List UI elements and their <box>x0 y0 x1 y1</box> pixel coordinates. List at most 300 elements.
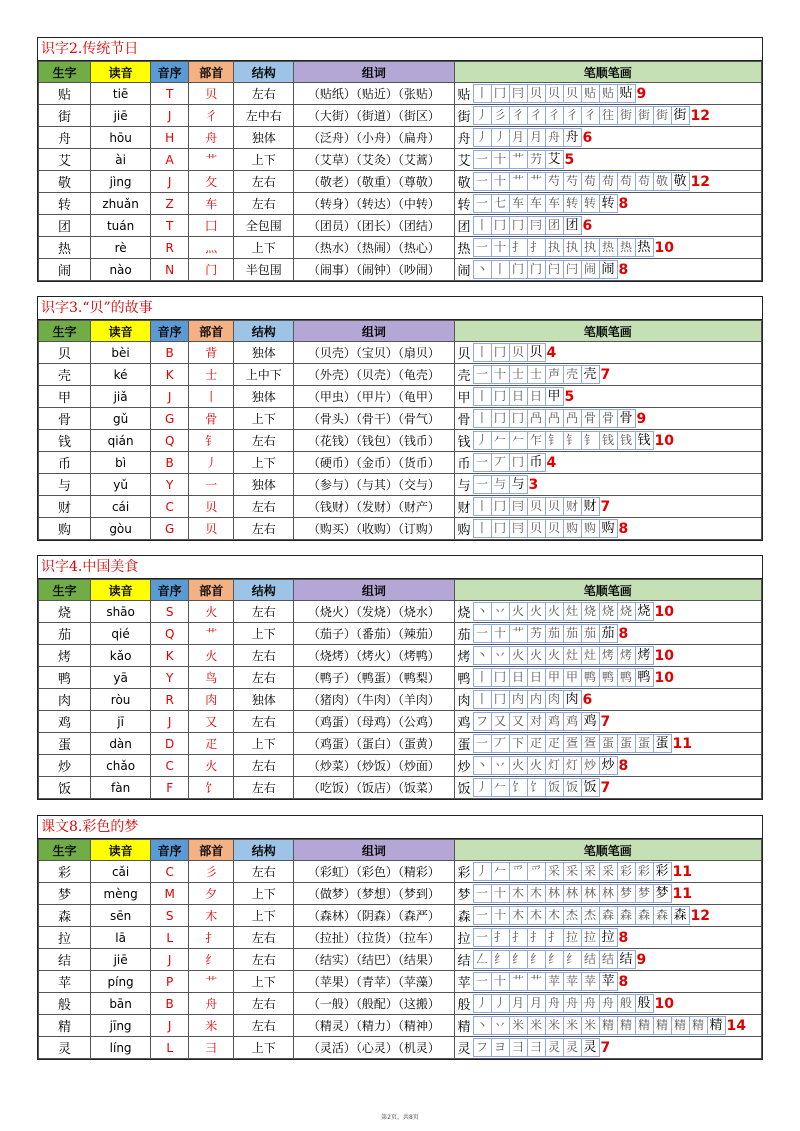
stroke-step: 苹 <box>545 972 564 991</box>
stroke-step: 贝 <box>509 343 528 362</box>
stroke-step: 冃 <box>509 497 528 516</box>
pinyin-cell: rè <box>91 237 151 259</box>
stroke-step: ヨ <box>491 1038 510 1057</box>
stroke-step: 街 <box>635 106 654 125</box>
stroke-step: 骨 <box>581 409 600 428</box>
stroke-step: 精 <box>617 1016 636 1035</box>
index-cell: G <box>151 408 189 430</box>
stroke-step: 灵 <box>563 1038 582 1057</box>
stroke-step: 贝 <box>545 84 564 103</box>
stroke-step: 苹 <box>599 972 618 991</box>
index-cell: A <box>151 149 189 171</box>
stroke-count: 9 <box>636 85 647 102</box>
stroke-step: 月 <box>509 994 528 1013</box>
stroke-count: 12 <box>690 907 711 924</box>
table-row <box>39 777 762 799</box>
stroke-step: 丨 <box>473 690 492 709</box>
stroke-step: 纟 <box>545 950 564 969</box>
stroke-order-cell <box>454 127 761 149</box>
pinyin-cell: lā <box>91 927 151 949</box>
stroke-char: 蛋 <box>457 738 471 753</box>
index-cell: J <box>151 171 189 193</box>
stroke-order-cell <box>454 993 761 1015</box>
structure-cell: 左右 <box>234 755 294 777</box>
header-radical: 部首 <box>189 580 234 601</box>
stroke-step: 烧 <box>617 602 636 621</box>
stroke-char: 烧 <box>457 606 471 621</box>
stroke-step: 十 <box>491 150 510 169</box>
pinyin-cell: hōu <box>91 127 151 149</box>
stroke-step: 一 <box>473 238 492 257</box>
words-cell: （泛舟）（小舟）（扁舟） <box>294 127 454 149</box>
stroke-step: 饭 <box>545 778 564 797</box>
stroke-step: 梦 <box>635 884 654 903</box>
stroke-step: 丶 <box>473 1016 492 1035</box>
stroke-step: 灶 <box>563 646 582 665</box>
header-char: 生字 <box>39 840 91 861</box>
char-cell: 烧 <box>39 601 91 623</box>
table-row <box>39 452 762 474</box>
stroke-step: 冂 <box>491 668 510 687</box>
stroke-step: 灶 <box>563 602 582 621</box>
stroke-count: 10 <box>654 647 675 664</box>
char-cell: 敬 <box>39 171 91 193</box>
stroke-step: 火 <box>527 602 546 621</box>
pinyin-cell: píng <box>91 971 151 993</box>
index-cell: C <box>151 496 189 518</box>
lesson-section <box>37 815 763 1060</box>
stroke-step: 艾 <box>545 150 564 169</box>
stroke-step: 精 <box>635 1016 654 1035</box>
stroke-step: 冂 <box>491 519 510 538</box>
stroke-step: 林 <box>599 884 618 903</box>
stroke-step: 一 <box>473 172 492 191</box>
pinyin-cell: jī <box>91 711 151 733</box>
stroke-step: 月 <box>509 128 528 147</box>
stroke-char: 敬 <box>457 176 471 191</box>
stroke-step: 敬 <box>671 172 690 191</box>
stroke-step: 丿 <box>473 862 492 881</box>
radical-cell: 丿 <box>189 452 234 474</box>
stroke-step: 芍 <box>563 172 582 191</box>
stroke-step: 团 <box>563 216 582 235</box>
stroke-char: 肉 <box>457 694 471 709</box>
stroke-step: 蛋 <box>635 734 654 753</box>
index-cell: H <box>151 127 189 149</box>
stroke-char: 彩 <box>457 866 471 881</box>
stroke-step: 十 <box>491 365 510 384</box>
pinyin-cell: cái <box>91 496 151 518</box>
stroke-count: 8 <box>618 757 629 774</box>
words-cell: （贴纸）（贴近）（张贴） <box>294 83 454 105</box>
words-cell: （购买）（收购）（订购） <box>294 518 454 540</box>
stroke-count: 9 <box>636 951 647 968</box>
words-cell: （转身）（转达）（中转） <box>294 193 454 215</box>
index-cell: R <box>151 689 189 711</box>
stroke-step: 热 <box>635 238 654 257</box>
stroke-step: 一 <box>473 972 492 991</box>
stroke-step: 舟 <box>599 994 618 1013</box>
stroke-step: 彳 <box>545 106 564 125</box>
radical-cell: 火 <box>189 601 234 623</box>
stroke-step: 财 <box>563 497 582 516</box>
stroke-step: 梦 <box>617 884 636 903</box>
char-table <box>38 839 762 1059</box>
pinyin-cell: gǔ <box>91 408 151 430</box>
stroke-step: 丿 <box>491 128 510 147</box>
radical-cell: 舟 <box>189 127 234 149</box>
stroke-step: 林 <box>563 884 582 903</box>
header-row <box>39 62 762 83</box>
index-cell: T <box>151 83 189 105</box>
char-cell: 结 <box>39 949 91 971</box>
stroke-step: 火 <box>527 646 546 665</box>
radical-cell: 贝 <box>189 496 234 518</box>
stroke-order-cell <box>454 237 761 259</box>
stroke-step: 贝 <box>545 519 564 538</box>
stroke-step: 冂 <box>491 497 510 516</box>
stroke-order-cell <box>454 430 761 452</box>
stroke-step: 丨 <box>473 343 492 362</box>
words-cell: （贝壳）（宝贝）（扇贝） <box>294 342 454 364</box>
stroke-char: 街 <box>457 110 471 125</box>
stroke-step: 鸭 <box>635 668 654 687</box>
stroke-count: 4 <box>546 344 557 361</box>
table-row <box>39 861 762 883</box>
stroke-step: 灵 <box>545 1038 564 1057</box>
stroke-step: 对 <box>527 712 546 731</box>
pinyin-cell: jiǎ <box>91 386 151 408</box>
stroke-step: 贴 <box>617 84 636 103</box>
stroke-step: 拉 <box>563 928 582 947</box>
stroke-step: 𠂉 <box>491 431 510 450</box>
stroke-step: 钅 <box>545 431 564 450</box>
stroke-step: 热 <box>617 238 636 257</box>
stroke-step: 纟 <box>527 950 546 969</box>
stroke-count: 10 <box>654 239 675 256</box>
stroke-step: 转 <box>581 194 600 213</box>
stroke-step: 火 <box>545 602 564 621</box>
stroke-step: 鸭 <box>599 668 618 687</box>
stroke-step: 闩 <box>545 260 564 279</box>
stroke-char: 拉 <box>457 932 471 947</box>
stroke-step: 与 <box>491 475 510 494</box>
stroke-char: 贴 <box>457 88 471 103</box>
stroke-char: 壳 <box>457 369 471 384</box>
stroke-step: 精 <box>671 1016 690 1035</box>
pinyin-cell: zhuǎn <box>91 193 151 215</box>
index-cell: J <box>151 711 189 733</box>
radical-cell: 骨 <box>189 408 234 430</box>
radical-cell: 彐 <box>189 1037 234 1059</box>
stroke-step: 丶 <box>473 756 492 775</box>
stroke-order-cell <box>454 83 761 105</box>
stroke-order-cell <box>454 623 761 645</box>
header-pinyin: 读音 <box>91 62 151 83</box>
stroke-step: 丷 <box>491 646 510 665</box>
stroke-step: 贝 <box>527 519 546 538</box>
index-cell: G <box>151 518 189 540</box>
stroke-count: 8 <box>618 261 629 278</box>
stroke-step: 冂 <box>509 409 528 428</box>
index-cell: K <box>151 364 189 386</box>
pinyin-cell: ròu <box>91 689 151 711</box>
stroke-step: 彐 <box>509 1038 528 1057</box>
stroke-step: 乍 <box>527 431 546 450</box>
stroke-step: 苟 <box>599 172 618 191</box>
stroke-count: 10 <box>654 995 675 1012</box>
char-cell: 热 <box>39 237 91 259</box>
stroke-char: 甲 <box>457 391 471 406</box>
stroke-step: 精 <box>707 1016 726 1035</box>
radical-cell: 米 <box>189 1015 234 1037</box>
stroke-char: 灵 <box>457 1042 471 1057</box>
stroke-step: 团 <box>545 216 564 235</box>
stroke-step: 执 <box>581 238 600 257</box>
radical-cell: 钅 <box>189 430 234 452</box>
stroke-step: 彩 <box>653 862 672 881</box>
stroke-step: 丿 <box>473 994 492 1013</box>
structure-cell: 左右 <box>234 171 294 193</box>
stroke-step: 𠂉 <box>491 862 510 881</box>
structure-cell: 上中下 <box>234 364 294 386</box>
stroke-char: 精 <box>457 1020 471 1035</box>
pinyin-cell: jiē <box>91 105 151 127</box>
stroke-step: 丶 <box>473 260 492 279</box>
stroke-step: 日 <box>527 668 546 687</box>
radical-cell: 鸟 <box>189 667 234 689</box>
stroke-order-cell <box>454 105 761 127</box>
index-cell: Y <box>151 474 189 496</box>
structure-cell: 左右 <box>234 861 294 883</box>
stroke-step: 丨 <box>473 84 492 103</box>
pinyin-cell: fàn <box>91 777 151 799</box>
stroke-step: 冂 <box>491 84 510 103</box>
index-cell: B <box>151 342 189 364</box>
stroke-char: 闹 <box>457 264 471 279</box>
stroke-step: 壳 <box>563 365 582 384</box>
structure-cell: 独体 <box>234 689 294 711</box>
words-cell: （鸭子）（鸭蛋）（鸭梨） <box>294 667 454 689</box>
stroke-step: 鸭 <box>581 668 600 687</box>
radical-cell: 士 <box>189 364 234 386</box>
table-row <box>39 237 762 259</box>
stroke-count: 8 <box>618 973 629 990</box>
radical-cell: 丨 <box>189 386 234 408</box>
index-cell: R <box>151 237 189 259</box>
structure-cell: 全包围 <box>234 215 294 237</box>
structure-cell: 左右 <box>234 430 294 452</box>
stroke-step: 丆 <box>491 734 510 753</box>
stroke-char: 结 <box>457 954 471 969</box>
radical-cell: 车 <box>189 193 234 215</box>
stroke-step: 𠃋 <box>473 950 492 969</box>
stroke-order-cell <box>454 861 761 883</box>
stroke-step: 米 <box>581 1016 600 1035</box>
stroke-step: 爫 <box>509 862 528 881</box>
table-row <box>39 949 762 971</box>
words-cell: （大街）（街道）（街区） <box>294 105 454 127</box>
words-cell: （艾草）（艾灸）（艾蒿） <box>294 149 454 171</box>
stroke-step: 肉 <box>545 690 564 709</box>
stroke-step: 扌 <box>491 928 510 947</box>
stroke-char: 鸭 <box>457 672 471 687</box>
stroke-step: 冂 <box>491 690 510 709</box>
structure-cell: 半包围 <box>234 259 294 281</box>
words-cell: （热水）（热闹）（热心） <box>294 237 454 259</box>
stroke-step: 般 <box>635 994 654 1013</box>
stroke-step: 一 <box>473 365 492 384</box>
structure-cell: 左右 <box>234 667 294 689</box>
stroke-step: 钱 <box>635 431 654 450</box>
stroke-char: 购 <box>457 523 471 538</box>
stroke-count: 12 <box>690 173 711 190</box>
table-row <box>39 364 762 386</box>
stroke-step: 丿 <box>473 106 492 125</box>
stroke-char: 团 <box>457 220 471 235</box>
header-row <box>39 840 762 861</box>
stroke-step: 彳 <box>581 106 600 125</box>
section-title: 识字3.“贝”的故事 <box>38 297 762 320</box>
radical-cell: 攵 <box>189 171 234 193</box>
stroke-step: 购 <box>599 519 618 538</box>
structure-cell: 上下 <box>234 237 294 259</box>
words-cell: （外壳）（贝壳）（龟壳） <box>294 364 454 386</box>
char-table <box>38 61 762 281</box>
stroke-step: 木 <box>527 884 546 903</box>
stroke-count: 8 <box>618 625 629 642</box>
char-cell: 甲 <box>39 386 91 408</box>
stroke-step: 火 <box>545 646 564 665</box>
header-radical: 部首 <box>189 62 234 83</box>
stroke-step: 与 <box>509 475 528 494</box>
stroke-step: 拉 <box>599 928 618 947</box>
structure-cell: 左右 <box>234 711 294 733</box>
stroke-step: 苹 <box>581 972 600 991</box>
stroke-char: 转 <box>457 198 471 213</box>
stroke-step: 米 <box>509 1016 528 1035</box>
words-cell: （硬币）（金币）（货币） <box>294 452 454 474</box>
stroke-step: 冂 <box>509 453 528 472</box>
stroke-step: 闹 <box>581 260 600 279</box>
char-cell: 灵 <box>39 1037 91 1059</box>
stroke-step: 一 <box>473 475 492 494</box>
stroke-step: 结 <box>599 950 618 969</box>
table-row <box>39 601 762 623</box>
stroke-step: 丨 <box>491 260 510 279</box>
words-cell: （猪肉）（牛肉）（羊肉） <box>294 689 454 711</box>
stroke-count: 8 <box>618 520 629 537</box>
words-cell: （灵活）（心灵）（机灵） <box>294 1037 454 1059</box>
stroke-step: 士 <box>509 365 528 384</box>
stroke-step: 舟 <box>545 128 564 147</box>
radical-cell: 一 <box>189 474 234 496</box>
radical-cell: 纟 <box>189 949 234 971</box>
stroke-step: 茄 <box>599 624 618 643</box>
stroke-step: 烧 <box>599 602 618 621</box>
words-cell: （闹事）（闹钟）（吵闹） <box>294 259 454 281</box>
stroke-step: 彡 <box>491 106 510 125</box>
stroke-order-cell <box>454 193 761 215</box>
radical-cell: 疋 <box>189 733 234 755</box>
table-row <box>39 689 762 711</box>
stroke-order-cell <box>454 755 761 777</box>
stroke-step: 购 <box>563 519 582 538</box>
char-cell: 闹 <box>39 259 91 281</box>
words-cell: （烧火）（发烧）（烧水） <box>294 601 454 623</box>
stroke-step: 月 <box>527 128 546 147</box>
index-cell: S <box>151 905 189 927</box>
pinyin-cell: cǎi <box>91 861 151 883</box>
stroke-step: 一 <box>473 194 492 213</box>
header-structure: 结构 <box>234 840 294 861</box>
pinyin-cell: ài <box>91 149 151 171</box>
structure-cell: 独体 <box>234 474 294 496</box>
stroke-count: 12 <box>690 107 711 124</box>
stroke-step: 丨 <box>473 497 492 516</box>
pinyin-cell: sēn <box>91 905 151 927</box>
stroke-char: 炒 <box>457 760 471 775</box>
structure-cell: 左右 <box>234 927 294 949</box>
stroke-char: 热 <box>457 242 471 257</box>
header-pinyin: 读音 <box>91 321 151 342</box>
stroke-step: 苟 <box>635 172 654 191</box>
table-row <box>39 905 762 927</box>
stroke-step: 艹 <box>509 624 528 643</box>
pinyin-cell: tiē <box>91 83 151 105</box>
radical-cell: 又 <box>189 711 234 733</box>
header-strokes: 笔顺笔画 <box>454 62 761 83</box>
structure-cell: 上下 <box>234 408 294 430</box>
table-row <box>39 430 762 452</box>
stroke-step: 十 <box>491 172 510 191</box>
stroke-count: 5 <box>564 388 575 405</box>
stroke-step: 森 <box>653 906 672 925</box>
stroke-step: 一 <box>473 150 492 169</box>
stroke-count: 14 <box>726 1017 747 1034</box>
stroke-count: 7 <box>600 498 611 515</box>
stroke-step: 冂 <box>491 409 510 428</box>
words-cell: （苹果）（青苹）（苹藻） <box>294 971 454 993</box>
stroke-step: 灵 <box>581 1038 600 1057</box>
radical-cell: 夕 <box>189 883 234 905</box>
char-cell: 购 <box>39 518 91 540</box>
stroke-count: 5 <box>564 151 575 168</box>
pinyin-cell: ké <box>91 364 151 386</box>
stroke-order-cell <box>454 711 761 733</box>
stroke-step: 丷 <box>491 1016 510 1035</box>
header-pinyin: 读音 <box>91 580 151 601</box>
words-cell: （炒菜）（炒饭）（炒面） <box>294 755 454 777</box>
char-cell: 彩 <box>39 861 91 883</box>
stroke-step: 采 <box>581 862 600 881</box>
radical-cell: 火 <box>189 645 234 667</box>
stroke-step: 采 <box>563 862 582 881</box>
structure-cell: 上下 <box>234 733 294 755</box>
stroke-step: 丨 <box>473 519 492 538</box>
char-cell: 拉 <box>39 927 91 949</box>
words-cell: （烧烤）（烤火）（烤鸭） <box>294 645 454 667</box>
stroke-order-cell <box>454 689 761 711</box>
header-structure: 结构 <box>234 321 294 342</box>
stroke-count: 8 <box>618 195 629 212</box>
stroke-step: 爫 <box>527 862 546 881</box>
stroke-order-cell <box>454 408 761 430</box>
stroke-order-cell <box>454 949 761 971</box>
stroke-order-cell <box>454 971 761 993</box>
stroke-step: 丿 <box>473 778 492 797</box>
stroke-step: 丿 <box>491 994 510 1013</box>
